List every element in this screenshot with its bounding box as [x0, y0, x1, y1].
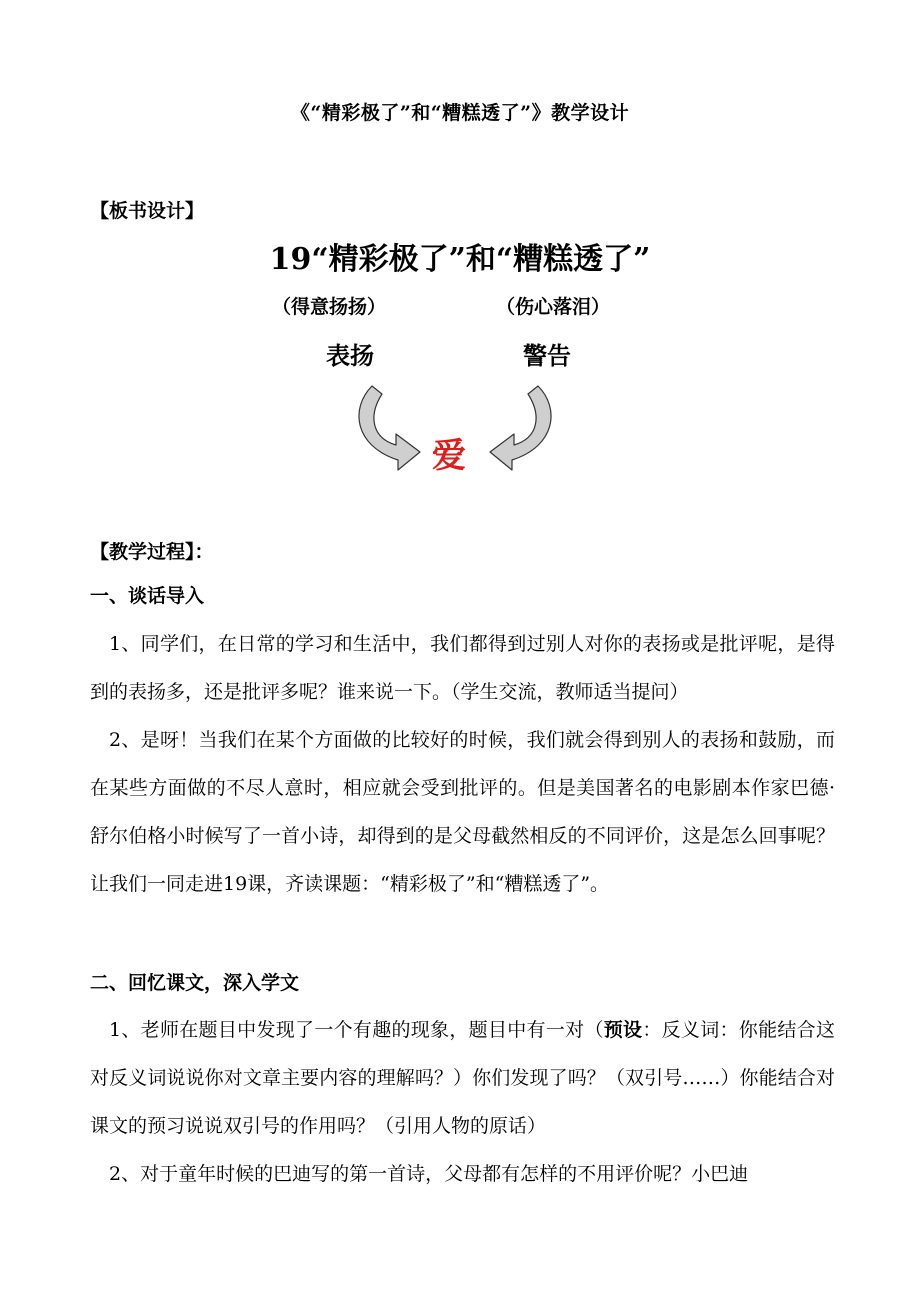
section-1-paragraph-1: 1、同学们，在日常的学习和生活中，我们都得到过别人对你的表扬或是批评呢，是得到的表扬多，还是批评多呢？谁来说一下。（学生交流，教师适当提问） — [90, 633, 835, 703]
section-2-p1-bold: 预设 — [603, 1019, 643, 1041]
document-title: 《“精彩极了”和“糟糕透了”》教学设计 — [290, 102, 630, 124]
teaching-process-heading: 【教学过程】： — [90, 541, 214, 563]
board-center-word: 爱 — [432, 436, 466, 476]
section-1-title: 一、谈话导入 — [90, 585, 205, 607]
section-2-title: 二、回忆课文，深入学文 — [90, 972, 300, 994]
section-2-p1-text-a: 1、老师在题目中发现了一个有趣的现象，题目中有一对（ — [109, 1019, 604, 1041]
board-right-word: 警告 — [523, 341, 571, 370]
board-title: 19“精彩极了”和“糟糕透了” — [269, 242, 651, 277]
section-1-paragraph-2: 2、是呀！当我们在某个方面做的比较好的时候，我们就会得到别人的表扬和鼓励，而在某些方面做的不尽人意时，相应就会受到批评的。但是美国著名的电影剧本作家巴德·舒尔伯格小时候写了一首小诗，却得到的是父母截然相反的不同评价，这是怎么回事呢？让我们一同走进19课，齐读课题：“精彩极了”和“糟糕透了”。 — [90, 729, 835, 895]
board-left-word: 表扬 — [326, 341, 374, 370]
board-left-subtitle: （得意扬扬） — [272, 296, 387, 318]
section-2-paragraph-1 — [90, 1006, 835, 1150]
section-2-p1-text-b: ：反义词：你能结合这对反义词说说你对文章主要内容的理解吗？）你们发现了吗？（双引号……）你能结合对课文的预习说说双引号的作用吗？（引用人物的原话） — [90, 1019, 835, 1137]
left-curved-arrow-icon — [359, 386, 420, 470]
section-2-paragraph-2: 2、对于童年时候的巴迪写的第一首诗，父母都有怎样的不用评价呢？小巴迪 — [109, 1163, 749, 1185]
board-right-subtitle: （伤心落泪） — [496, 296, 611, 318]
right-curved-arrow-icon — [490, 386, 551, 470]
board-design-heading: 【板书设计】 — [90, 200, 205, 222]
